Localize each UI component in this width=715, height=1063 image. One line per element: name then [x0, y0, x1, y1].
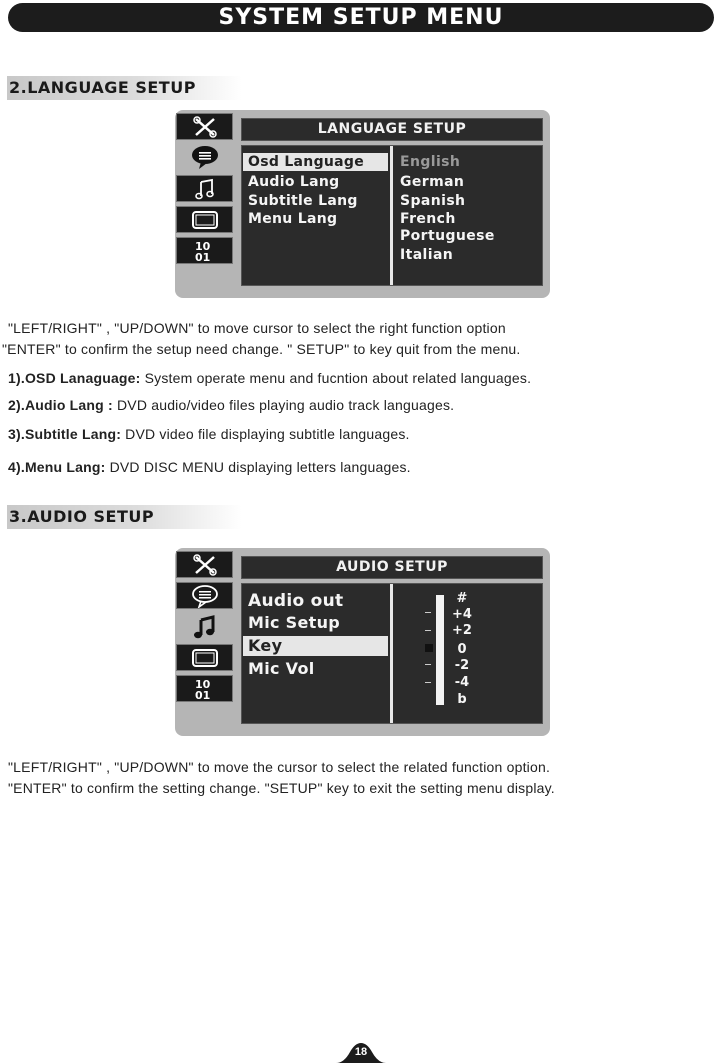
instruction2-line-2: "ENTER" to confirm the setting change. "SETUP" key to exit the setting menu display. — [8, 780, 555, 796]
language-screen-title: LANGUAGE SETUP — [241, 118, 543, 141]
menu-item-audio-lang[interactable]: Audio Lang — [248, 174, 340, 190]
audio-setup-panel — [175, 548, 550, 736]
tools-icon[interactable] — [176, 113, 233, 140]
key-level-control[interactable] — [392, 584, 542, 725]
svg-text:10: 10 — [194, 239, 210, 253]
language-divider — [390, 146, 393, 285]
slider-tick — [425, 682, 431, 683]
title-bar — [8, 3, 714, 32]
tools-icon[interactable] — [176, 551, 233, 578]
menu-item-osd-language[interactable]: Osd Language — [243, 153, 388, 171]
menu-item-menu-lang[interactable]: Menu Lang — [248, 211, 338, 227]
slider-tick — [425, 664, 431, 665]
menu-item-mic-vol[interactable]: Mic Vol — [248, 659, 315, 678]
language-setup-heading — [7, 76, 242, 100]
option-italian[interactable]: Italian — [400, 247, 454, 263]
level-plus-2: +2 — [452, 623, 472, 638]
digital-icon[interactable] — [176, 237, 233, 264]
instruction-line-1: "LEFT/RIGHT" , "UP/DOWN" to move cursor to select the right function option — [8, 320, 506, 336]
speech-bubble-icon[interactable] — [176, 143, 233, 170]
music-note-icon[interactable] — [176, 175, 233, 202]
instruction-line-2: "ENTER" to confirm the setup need change. " SETUP" to key quit from the menu. — [2, 341, 521, 357]
desc-subtitle-lang: 3).Subtitle Lang: DVD video file displaying subtitle languages. — [8, 426, 410, 442]
desc-menu-lang: 4).Menu Lang: DVD DISC MENU displaying letters languages. — [8, 459, 411, 475]
level-flat: b — [457, 692, 467, 707]
menu-item-audio-out[interactable]: Audio out — [248, 591, 344, 611]
audio-screen-title: AUDIO SETUP — [241, 556, 543, 579]
slider-tick — [425, 612, 431, 613]
page-number: 18 — [354, 1046, 368, 1058]
level-plus-4: +4 — [452, 607, 472, 622]
option-portuguese[interactable]: Portuguese — [400, 228, 495, 244]
language-setup-heading-text: 2.LANGUAGE SETUP — [9, 78, 196, 97]
desc-audio-lang: 2).Audio Lang : DVD audio/video files playing audio track languages. — [8, 397, 455, 413]
svg-text:01: 01 — [194, 250, 210, 263]
option-french[interactable]: French — [400, 211, 456, 227]
svg-text:10: 10 — [194, 677, 210, 691]
language-screen — [241, 145, 543, 286]
level-zero: 0 — [457, 642, 467, 657]
instruction2-line-1: "LEFT/RIGHT" , "UP/DOWN" to move the cursor to select the related function option. — [8, 759, 551, 775]
audio-setup-heading-text: 3.AUDIO SETUP — [9, 507, 155, 526]
music-note-icon[interactable] — [176, 613, 233, 640]
monitor-icon[interactable] — [176, 206, 233, 233]
menu-item-key[interactable]: Key — [243, 636, 388, 656]
page-number-tab — [336, 1042, 386, 1063]
language-setup-panel — [175, 110, 550, 298]
svg-text:01: 01 — [194, 688, 210, 701]
page-title: SYSTEM SETUP MENU — [218, 5, 504, 30]
audio-screen — [241, 583, 543, 724]
option-german[interactable]: German — [400, 174, 465, 190]
key-slider-marker[interactable] — [425, 644, 433, 652]
key-slider-track[interactable] — [436, 595, 444, 705]
monitor-icon[interactable] — [176, 644, 233, 671]
digital-icon[interactable] — [176, 675, 233, 702]
desc-osd-language: 1).OSD Lanaguage: System operate menu and fucntion about related languages. — [8, 370, 532, 386]
speech-bubble-icon[interactable] — [176, 582, 233, 609]
level-minus-2: -2 — [454, 658, 470, 673]
audio-setup-heading — [7, 505, 242, 529]
option-english[interactable]: English — [400, 154, 461, 170]
menu-item-mic-setup[interactable]: Mic Setup — [248, 613, 341, 632]
slider-tick — [425, 630, 431, 631]
level-sharp: # — [456, 591, 468, 606]
level-minus-4: -4 — [454, 675, 470, 690]
menu-item-subtitle-lang[interactable]: Subtitle Lang — [248, 193, 358, 209]
option-spanish[interactable]: Spanish — [400, 193, 466, 209]
